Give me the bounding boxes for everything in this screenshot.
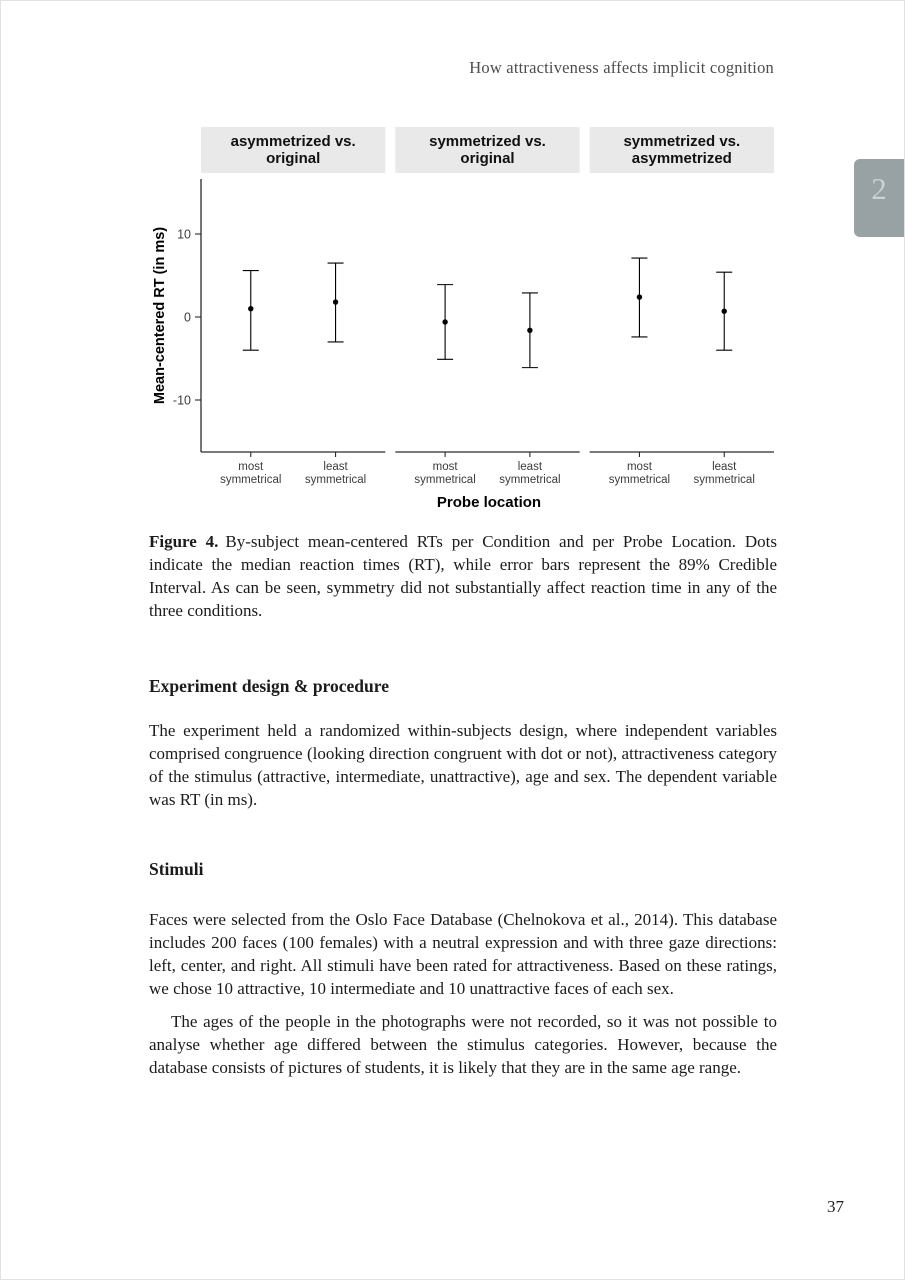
svg-text:symmetrical: symmetrical bbox=[608, 474, 671, 486]
rt-chart bbox=[149, 127, 777, 515]
figure-4 bbox=[149, 127, 777, 622]
svg-text:0: 0 bbox=[184, 310, 191, 325]
svg-text:most: most bbox=[432, 461, 458, 473]
page-content bbox=[149, 127, 777, 1079]
heading-experiment-design: Experiment design & procedure bbox=[149, 676, 389, 696]
chapter-tab bbox=[854, 159, 904, 237]
svg-text:symmetrized vs.: symmetrized vs. bbox=[623, 133, 741, 150]
figure-caption bbox=[149, 530, 777, 622]
page-number: 37 bbox=[827, 1197, 844, 1216]
svg-text:symmetrical: symmetrical bbox=[220, 474, 282, 486]
svg-text:Mean-centered RT (in ms): Mean-centered RT (in ms) bbox=[152, 226, 168, 405]
heading-stimuli: Stimuli bbox=[149, 859, 204, 879]
paragraph-stimuli-1: Faces were selected from the Oslo Face Database (Chelnokova et al., 2014). This database includes 200 faces (100 females) with a neutral expression and with three gaze directions: left, center, and right. All stimuli have been rated for attractiveness. Based on these ratings, we chose 10 attractive, 10 intermediate and 10 unattractive faces of each sex. bbox=[149, 910, 777, 998]
figure-caption-text: By-subject mean-centered RTs per Condition and per Probe Location. Dots indicate the median reaction times (RT), while error bars represent the 89% Credible Interval. As can be seen, symmetry did not substantially affect reaction time in any of the three conditions. bbox=[149, 532, 777, 620]
svg-text:asymmetrized: asymmetrized bbox=[631, 150, 732, 167]
svg-text:least: least bbox=[323, 461, 348, 473]
svg-text:symmetrical: symmetrical bbox=[414, 474, 476, 486]
svg-text:most: most bbox=[238, 461, 264, 473]
svg-text:original: original bbox=[266, 150, 321, 167]
chapter-number: 2 bbox=[871, 171, 887, 206]
svg-text:symmetrized vs.: symmetrized vs. bbox=[429, 133, 546, 150]
svg-text:most: most bbox=[626, 461, 652, 473]
svg-text:symmetrical: symmetrical bbox=[693, 474, 755, 486]
paragraph-stimuli-2: The ages of the people in the photographs were not recorded, so it was not possible to analyse whether age differed between the stimulus categories. However, because the database consists of pictures of students, it is likely that they are in the same age range. bbox=[149, 1012, 777, 1077]
svg-text:-10: -10 bbox=[172, 393, 191, 408]
svg-text:least: least bbox=[517, 461, 543, 473]
svg-text:asymmetrized vs.: asymmetrized vs. bbox=[230, 133, 356, 150]
svg-text:10: 10 bbox=[177, 227, 191, 242]
figure-label: Figure 4. bbox=[149, 532, 219, 551]
svg-text:symmetrical: symmetrical bbox=[304, 474, 367, 486]
svg-text:symmetrical: symmetrical bbox=[499, 474, 561, 486]
paragraph-experiment-design: The experiment held a randomized within-subjects design, where independent variables comprised congruence (looking direction congruent with dot or not), attractiveness category of the stimulus (attractive, intermediate, unattractive), age and sex. The dependent variable was RT (in ms). bbox=[149, 721, 777, 809]
svg-text:original: original bbox=[460, 150, 515, 167]
svg-text:Probe location: Probe location bbox=[436, 494, 542, 511]
running-head: How attractiveness affects implicit cognition bbox=[469, 58, 774, 77]
svg-text:least: least bbox=[712, 461, 737, 473]
